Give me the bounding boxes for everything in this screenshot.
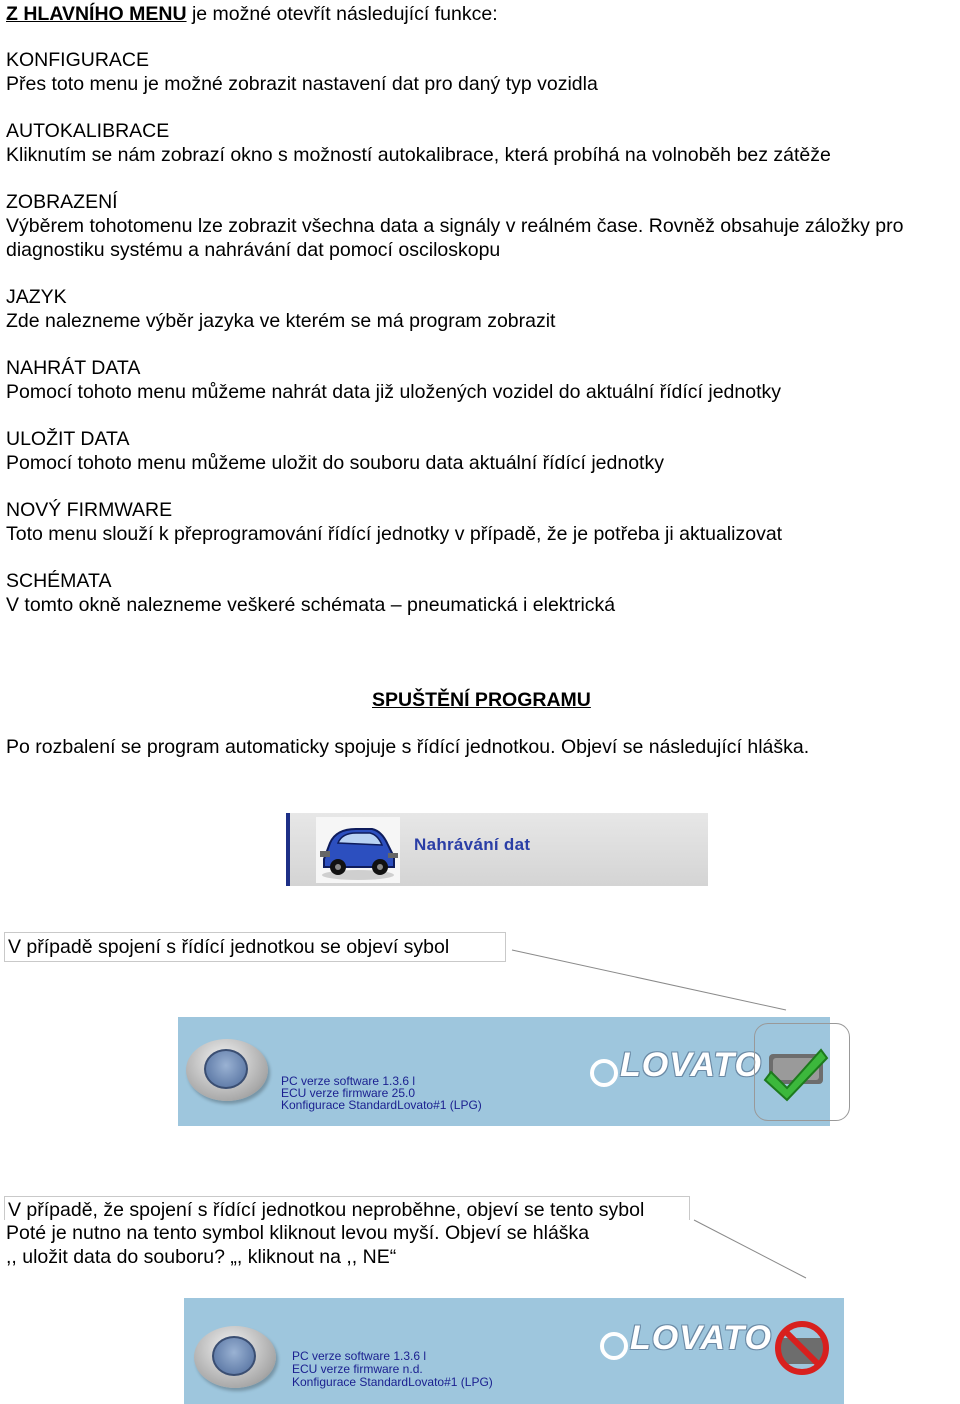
connected-status-frame[interactable]	[754, 1023, 850, 1121]
firmware-version: ECU verze firmware 25.0	[281, 1086, 416, 1100]
disconnected-instruction: Poté je nutno na tento symbol kliknout levou myší. Objeví se hláška	[6, 1222, 590, 1244]
section-description: Zde nalezneme výběr jazyka ve kterém se má program zobrazit	[6, 310, 556, 332]
firmware-version: ECU verze firmware n.d.	[292, 1362, 423, 1376]
configuration: Konfigurace StandardLovato#1 (LPG)	[281, 1098, 482, 1112]
section-heading: ULOŽIT DATA	[6, 428, 130, 450]
section-description: Toto menu slouží k přeprogramování řídící jednotky v případě, že je potřeba ji aktualizovat	[6, 523, 783, 545]
section-heading: JAZYK	[6, 286, 67, 308]
disconnected-callout-text: V případě, že spojení s řídící jednotkou neproběhne, objeví se tento sybol	[8, 1199, 645, 1221]
brand-logo: LOVATO	[620, 1046, 762, 1084]
brand-logo: LOVATO	[630, 1319, 772, 1357]
section-heading: ZOBRAZENÍ	[6, 191, 118, 213]
section-description: Přes toto menu je možné zobrazit nastavení dat pro daný typ vozidla	[6, 73, 598, 95]
software-version: PC verze software 1.3.6 l	[292, 1349, 427, 1363]
launch-heading: SPUŠTĚNÍ PROGRAMU	[372, 689, 591, 711]
connected-callout-text: V případě spojení s řídící jednotkou se objeví sybol	[8, 936, 450, 958]
disconnected-callout	[4, 1196, 690, 1220]
section-description: V tomto okně nalezneme veškeré schémata – pneumatická i elektrická	[6, 594, 616, 616]
launch-text: Po rozbalení se program automaticky spojuje s řídící jednotkou. Objeví se následující hláška.	[6, 736, 810, 758]
section-heading: SCHÉMATA	[6, 570, 112, 592]
loading-label: Nahrávání dat	[414, 835, 531, 854]
lovato-logo-icon	[600, 1332, 628, 1360]
section-heading: KONFIGURACE	[6, 49, 150, 71]
software-version: PC verze software 1.3.6 l	[281, 1074, 416, 1088]
section-description: Pomocí tohoto menu můžeme uložit do souboru data aktuální řídící jednotky	[6, 452, 664, 474]
section-description: Pomocí tohoto menu můžeme nahrát data již uložených vozidel do aktuální řídící jednotky	[6, 381, 782, 403]
connected-status-panel	[178, 1017, 830, 1126]
power-icon-core	[212, 1336, 256, 1376]
check-icon	[755, 1024, 849, 1120]
section-description-cont: diagnostiku systému a nahrávání dat pomocí osciloskopu	[6, 239, 501, 261]
power-icon[interactable]	[194, 1326, 276, 1388]
disconnected-status-panel	[184, 1298, 844, 1404]
power-icon[interactable]	[186, 1039, 268, 1101]
configuration: Konfigurace StandardLovato#1 (LPG)	[292, 1375, 493, 1389]
section-description: Výběrem tohotomenu lze zobrazit všechna data a signály v reálném čase. Rovněž obsahuje záložky pro	[6, 215, 904, 237]
intro-rest: je možné otevřít následující funkce:	[186, 3, 498, 25]
disconnected-dialog-hint: ,, uložit data do souboru? „, kliknout na ,, NE“	[6, 1246, 397, 1268]
section-description: Kliknutím se nám zobrazí okno s možností autokalibrace, která probíhá na volnoběh bez zátěže	[6, 144, 831, 166]
section-heading: NOVÝ FIRMWARE	[6, 499, 173, 521]
section-heading: AUTOKALIBRACE	[6, 120, 170, 142]
disconnected-stop-icon[interactable]	[772, 1316, 832, 1376]
intro-title: Z HLAVNÍHO MENU	[6, 3, 187, 25]
lovato-logo-icon	[590, 1059, 618, 1087]
section-heading: NAHRÁT DATA	[6, 357, 141, 379]
power-icon-core	[204, 1049, 248, 1089]
